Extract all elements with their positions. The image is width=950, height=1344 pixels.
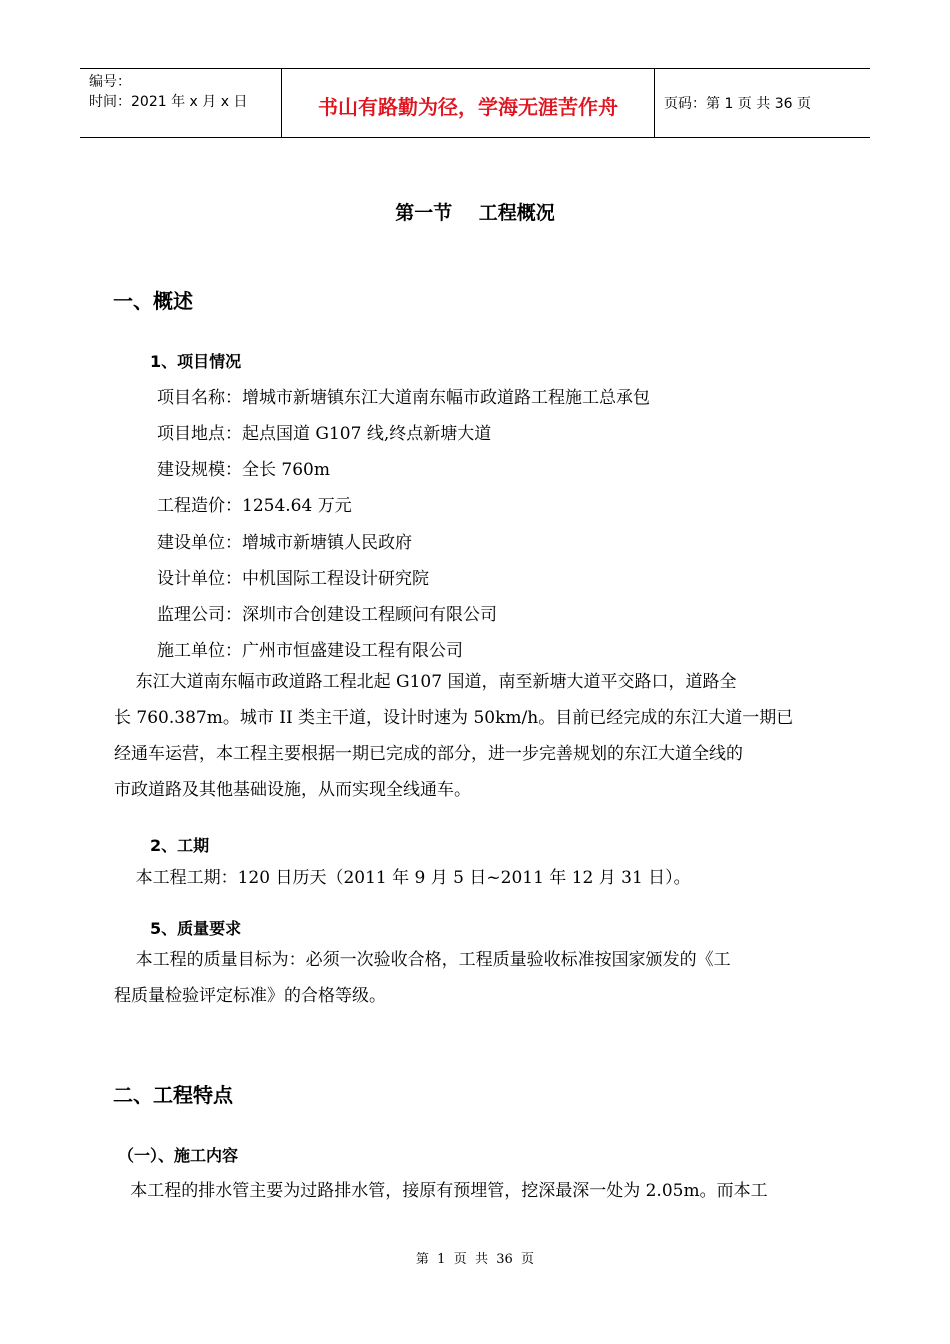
motto-text: 书山有路勤为径，学海无涯苦作舟 (318, 95, 618, 119)
heading-quality: 5、质量要求 (150, 919, 242, 938)
header-info-cell (80, 69, 282, 137)
project-line: 项目地点：起点国道 G107 线,终点新塘大道 (157, 424, 492, 444)
heading-schedule: 2、工期 (150, 836, 210, 855)
section-title: 第一节 工程概况 (395, 202, 555, 224)
construction-content-text-block (114, 1173, 837, 1209)
paragraph-line: 市政道路及其他基础设施，从而实现全线通车。 (114, 780, 471, 800)
doc-number-label: 编号： (89, 74, 131, 90)
quality-description (114, 942, 837, 1014)
page-footer: 第 1 页 共 36 页 (415, 1252, 535, 1267)
heading-construction-content: （一）、施工内容 (118, 1146, 239, 1165)
paragraph-line: 经通车运营，本工程主要根据一期已完成的部分，进一步完善规划的东江大道全线的 (114, 744, 743, 764)
project-line: 项目名称：增城市新塘镇东江大道南东幅市政道路工程施工总承包 (157, 388, 650, 408)
paragraph-line: 程质量检验评定标准》的合格等级。 (114, 986, 386, 1006)
paragraph-line: 本工程的质量目标为：必须一次验收合格，工程质量验收标准按国家颁发的《工 (114, 950, 731, 970)
heading-features: 二、工程特点 (113, 1083, 233, 1107)
project-line: 建设规模：全长 760m (157, 460, 330, 480)
paragraph-line: 东江大道南东幅市政道路工程北起 G107 国道，南至新塘大道平交路口，道路全 (114, 672, 737, 692)
header-table (80, 68, 870, 138)
page-number-label: 页码：第 1 页 共 36 页 (664, 96, 811, 112)
doc-time-label: 时间：2021 年 x 月 x 日 (89, 94, 248, 110)
project-line: 监理公司：深圳市合创建设工程顾问有限公司 (157, 605, 497, 625)
header-page-cell (655, 69, 870, 137)
project-description (114, 664, 837, 808)
project-line: 设计单位：中机国际工程设计研究院 (157, 569, 429, 589)
project-line: 工程造价：1254.64 万元 (157, 496, 352, 516)
project-line: 建设单位：增城市新塘镇人民政府 (157, 533, 412, 553)
heading-project-info: 1、项目情况 (150, 352, 242, 371)
project-line: 施工单位：广州市恒盛建设工程有限公司 (157, 641, 463, 661)
schedule-text-block (114, 860, 837, 896)
construction-content-text: 本工程的排水管主要为过路排水管，接原有预埋管，挖深最深一处为 2.05m。而本工 (114, 1181, 768, 1201)
paragraph-line: 长 760.387m。城市 II 类主干道，设计时速为 50km/h。目前已经完成的东江大道一期已 (114, 708, 794, 728)
schedule-text: 本工程工期：120 日历天（2011 年 9 月 5 日~2011 年 12 月 31 日）。 (114, 868, 691, 888)
header-motto-cell (282, 69, 655, 137)
heading-overview: 一、概述 (113, 289, 193, 313)
